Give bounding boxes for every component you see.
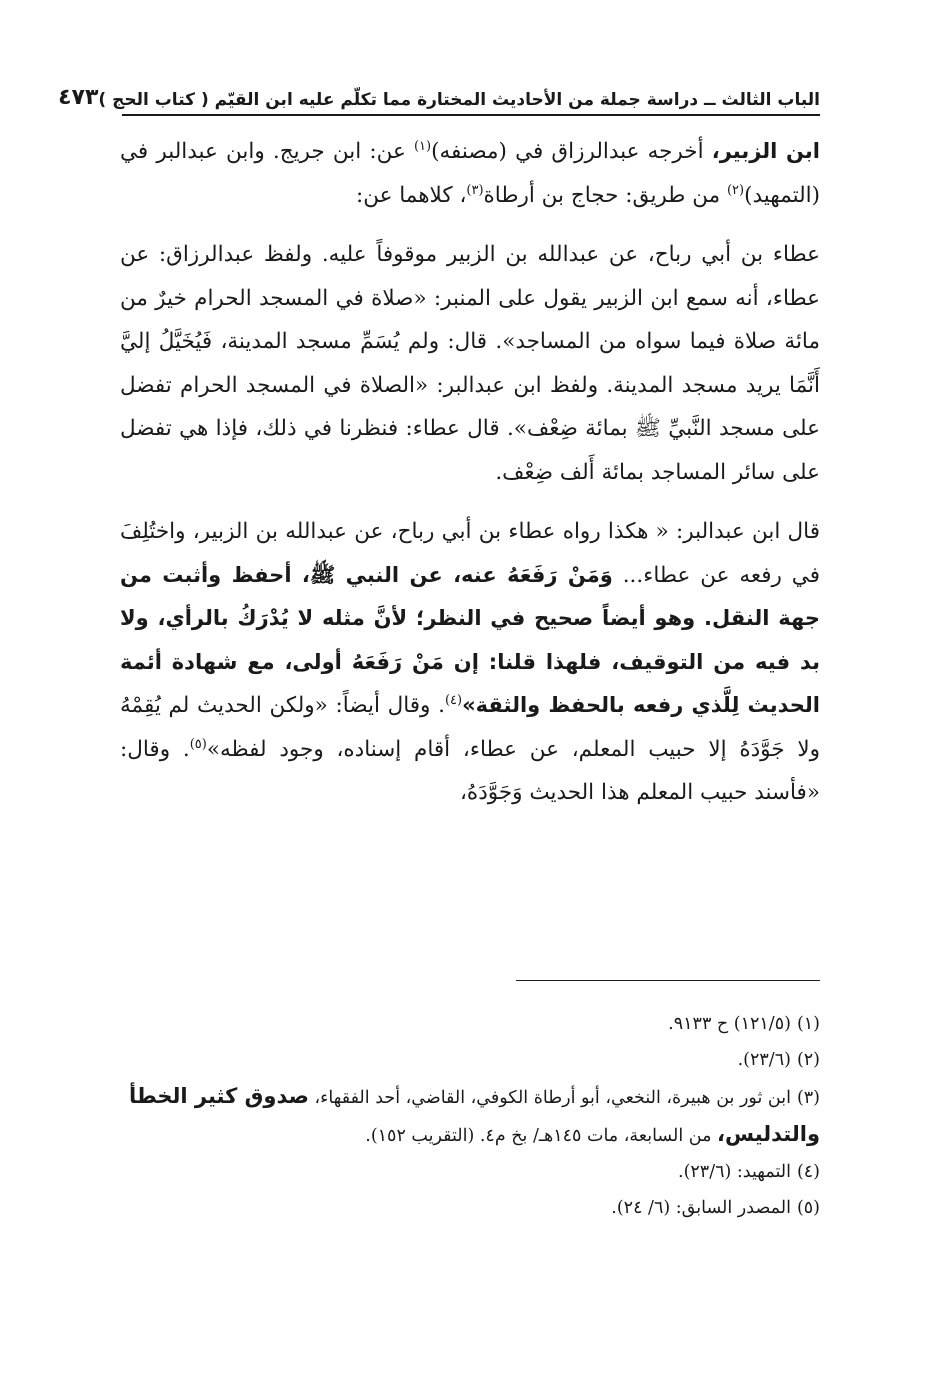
footnote-number: (٤) [796,1162,820,1182]
footnote-2 [120,1042,820,1078]
paragraph-1 [120,130,820,217]
footnote-ref-3[interactable]: (٣) [466,182,484,198]
footnote-3 [120,1078,820,1154]
footnote-ref-5[interactable]: (٥) [189,736,207,752]
page-number: ٤٧٣ [58,85,99,110]
text-run: ، كلاهما عن: [355,182,467,208]
footnote-5 [120,1190,820,1226]
text-run: عن: ابن جريج. وابن عبدالبر في (التمهيد) [120,139,820,208]
footnote-number: (١) [796,1014,820,1034]
footnote-text: التمهيد: (٢٣/٦). [678,1162,791,1182]
footnote-divider [516,980,820,981]
main-text [120,130,820,815]
footnote-number: (٢) [796,1050,820,1070]
text-run: . وقال أيضاً: «ولكن الحديث لم يُقِمْهُ ولا جَوَّدَهُ إلا حبيب المعلم، عن عطاء، أقام إسناده، وجود لفظه» [120,693,820,762]
footnotes [120,1006,820,1226]
text-run: أخرجه عبدالرزاق في (مصنفه) [431,139,712,164]
header-title: الباب الثالث ــ دراسة جملة من الأحاديث المختارة مما تكلّم عليه ابن القيّم ( كتاب الحج ) [98,90,820,110]
footnote-text: المصدر السابق: (٦/ ٢٤). [611,1198,791,1218]
footnote-ref-2[interactable]: (٢) [726,182,745,198]
footnote-number: (٣) [796,1088,820,1108]
bold-quote: وَمَنْ رَفَعَهُ عنه، عن النبي ﷺ، أحفظ وأثبت من جهة النقل. وهو أيضاً صحيح في النظر؛ لأنَّ مثله لا يُدْرَكُ بالرأي، ولا بد فيه من التوقيف، فلهذا قلنا: إن مَنْ رَفَعَهُ أولى، مع شهادة أئمة الحديث لِلَّذي رفعه بالحفظ والثقة» [120,562,820,717]
lead-bold-text: ابن الزبير، [711,139,820,163]
paragraph-2: عطاء بن أبي رباح، عن عبدالله بن الزبير موقوفاً عليه. ولفظ عبدالرزاق: عن عطاء، أنه سمع ابن الزبير يقول على المنبر: «صلاة في المسجد الحرام خيرٌ من مائة صلاة فيما سواه من المساجد». قال: ولم يُسَمِّ مسجد المدينة، فَيُخَيَّلُ إليَّ أَنَّمَا يريد مسجد المدينة. ولفظ ابن عبدالبر: «الصلاة في المسجد الحرام تفضل على مسجد النَّبيِّ ﷺ بمائة ضِعْف». قال عطاء: فنظرنا في ذلك، فإذا هي تفضل على سائر المساجد بمائة أَلف ضِعْف. [120,242,820,485]
footnote-ref-1[interactable]: (١) [413,138,432,154]
footnote-4 [120,1154,820,1190]
text-run: قال ابن عبدالبر: « هكذا رواه عطاء بن أبي رباح، عن عبدالله بن الزبير، واختُلِفَ في رفعه عن عطاء... [120,519,820,588]
text-run: . وقال: «فأسند حبيب المعلم هذا الحديث وَجَوَّدَهُ، [120,736,820,805]
footnote-number: (٥) [796,1198,820,1218]
text-run: من طريق: حجاج بن أرطاة [483,182,727,208]
footnote-text: (١٢١/٥) ح ٩١٣٣. [668,1014,791,1034]
footnote-bold-grade: صدوق كثير الخطأ والتدليس، [129,1084,820,1146]
paragraph-3 [120,510,820,815]
footnote-1 [120,1006,820,1042]
footnote-text-tail: من السابعة، مات ١٤٥هـ/ بخ م٤. (التقريب ١٥٢). [365,1126,718,1146]
running-header [58,78,820,116]
footnote-text: ابن ثور بن هبيرة، النخعي، أبو أرطاة الكوفي، القاضي، أحد الفقهاء، [308,1088,791,1108]
footnote-text: (٢٣/٦). [737,1050,791,1070]
footnote-ref-4[interactable]: (٤) [444,692,463,708]
